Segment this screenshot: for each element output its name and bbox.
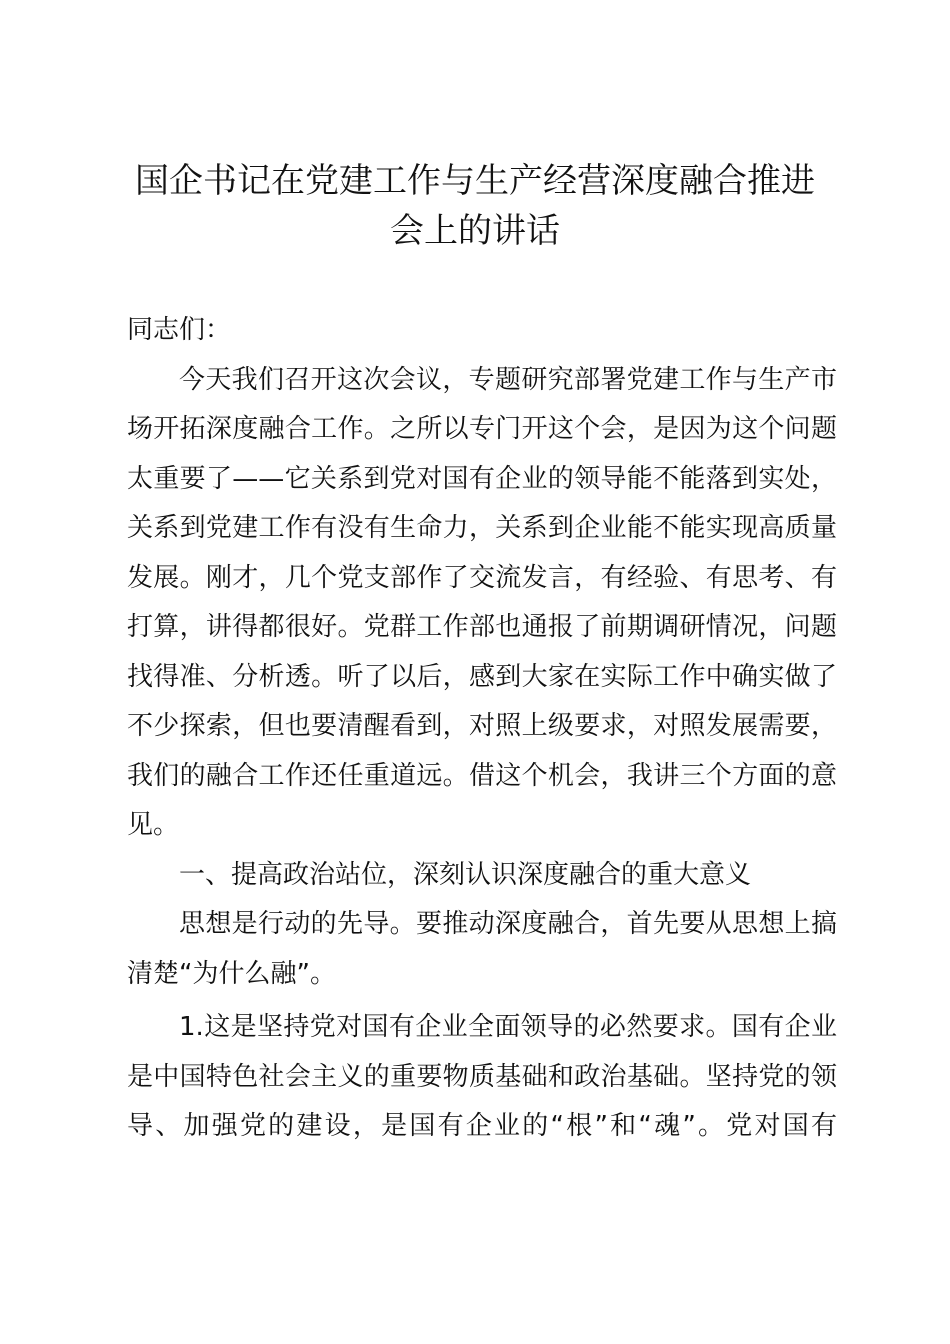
paragraph-intro-line-6: 打算，讲得都很好。党群工作部也通报了前期调研情况，问题 xyxy=(127,612,837,642)
paragraph-point-1-line-2: 是中国特色社会主义的重要物质基础和政治基础。坚持党的领 xyxy=(127,1062,837,1092)
paragraph-intro-line-5: 发展。刚才，几个党支部作了交流发言，有经验、有思考、有 xyxy=(127,563,837,593)
section-heading-1: 一、提高政治站位，深刻认识深度融合的重大意义 xyxy=(179,860,752,890)
paragraph-intro-line-3: 太重要了——它关系到党对国有企业的领导能不能落到实处， xyxy=(127,464,837,494)
salutation: 同志们： xyxy=(127,315,232,345)
paragraph-thought-line-2: 清楚“为什么融”。 xyxy=(127,959,336,989)
paragraph-intro-line-1: 今天我们召开这次会议，专题研究部署党建工作与生产市 xyxy=(179,365,837,395)
document-title-line-2: 会上的讲话 xyxy=(390,211,560,251)
document-title-line-1: 国企书记在党建工作与生产经营深度融合推进 xyxy=(135,161,815,201)
paragraph-intro-line-7: 找得准、分析透。听了以后，感到大家在实际工作中确实做了 xyxy=(127,662,837,692)
paragraph-intro-line-2: 场开拓深度融合工作。之所以专门开这个会，是因为这个问题 xyxy=(127,414,837,444)
paragraph-intro-line-8: 不少探索，但也要清醒看到，对照上级要求，对照发展需要， xyxy=(127,711,837,741)
paragraph-point-1-line-3: 导、加强党的建设，是国有企业的“根”和“魂”。党对国有 xyxy=(127,1111,837,1141)
paragraph-intro-line-9: 我们的融合工作还任重道远。借这个机会，我讲三个方面的意 xyxy=(127,761,837,791)
paragraph-intro-line-4: 关系到党建工作有没有生命力，关系到企业能不能实现高质量 xyxy=(127,513,837,543)
paragraph-intro-line-10: 见。 xyxy=(127,810,180,840)
paragraph-thought-line-1: 思想是行动的先导。要推动深度融合，首先要从思想上搞 xyxy=(179,909,837,939)
paragraph-point-1-line-1: 1.这是坚持党对国有企业全面领导的必然要求。国有企业 xyxy=(179,1012,837,1042)
